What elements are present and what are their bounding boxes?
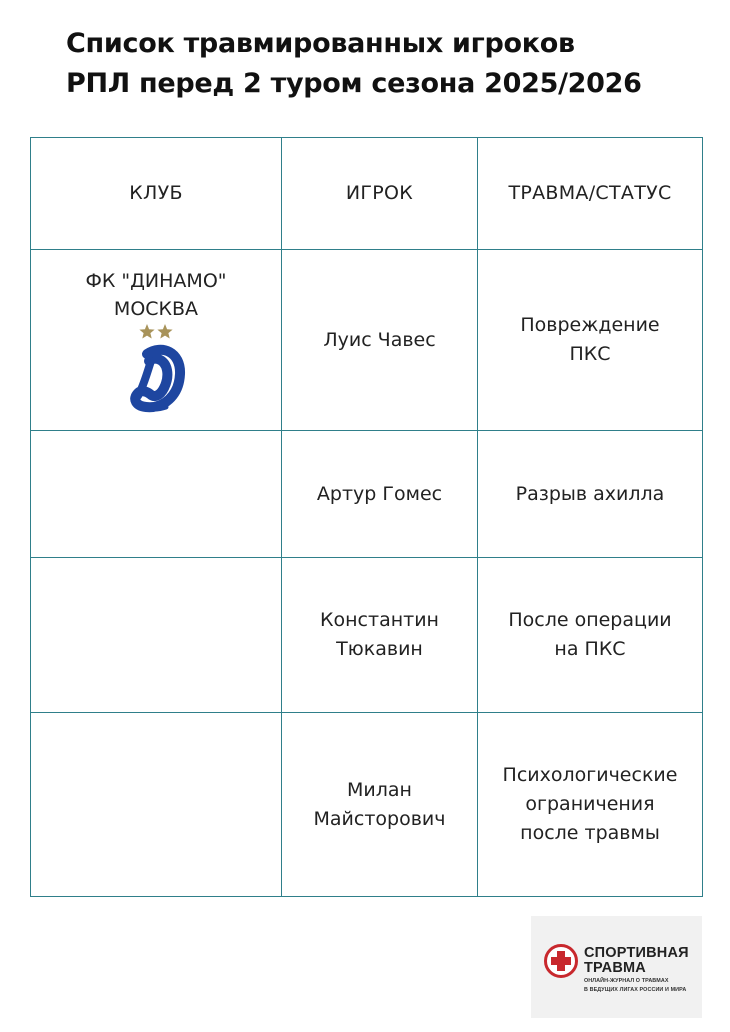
table-row: [31, 431, 703, 558]
club-cell: [31, 558, 282, 713]
player-name: Тюкавин: [336, 638, 423, 660]
player-cell: [282, 713, 478, 897]
status-line: ПКС: [569, 343, 611, 365]
status-line: После операции: [508, 609, 672, 631]
club-name-line-1: ФК "ДИНАМО": [85, 270, 227, 292]
status-cell: [478, 250, 703, 431]
dynamo-logo-icon: [124, 341, 188, 413]
header-player: ИГРОК: [282, 138, 478, 250]
brand-logo: [531, 916, 702, 1018]
table-header-row: [31, 138, 703, 250]
brand-tagline-line-2: В ВЕДУЩИХ ЛИГАХ РОССИИ И МИРА: [584, 987, 687, 993]
header-club: КЛУБ: [31, 138, 282, 250]
status-cell: [478, 713, 703, 897]
club-cell: [31, 713, 282, 897]
injuries-table: [30, 137, 703, 897]
status-line: Повреждение: [520, 314, 660, 336]
player-name: Константин: [320, 609, 439, 631]
player-name: Артур Гомес: [316, 482, 443, 505]
status-line: после травмы: [520, 822, 660, 844]
table-row: [31, 250, 703, 431]
title-line-2: РПЛ перед 2 туром сезона 2025/2026: [66, 68, 642, 99]
stars-icon: [136, 323, 176, 339]
brand-text: [584, 946, 699, 994]
medical-cross-icon: [543, 943, 579, 979]
page-title: [66, 24, 706, 104]
player-cell: [282, 250, 478, 431]
player-cell: [282, 558, 478, 713]
status-cell: [478, 431, 703, 558]
brand-name-line-2: ТРАВМА: [584, 960, 646, 976]
status-line: ограничения: [525, 793, 655, 815]
status-line: Психологические: [502, 764, 678, 786]
player-name: Милан: [347, 778, 412, 801]
status-line: Разрыв ахилла: [515, 482, 665, 505]
club-name-line-2: МОСКВА: [113, 298, 199, 320]
table-row: [31, 558, 703, 713]
table-row: [31, 713, 703, 897]
player-name: Луис Чавес: [323, 328, 436, 351]
brand-name-line-1: СПОРТИВНАЯ: [584, 945, 689, 961]
club-cell: [31, 250, 282, 431]
header-status: ТРАВМА/СТАТУС: [478, 138, 703, 250]
brand-tagline-line-1: ОНЛАЙН-ЖУРНАЛ О ТРАВМАХ: [584, 978, 669, 984]
status-cell: [478, 558, 703, 713]
status-line: на ПКС: [554, 638, 626, 660]
title-line-1: Список травмированных игроков: [66, 28, 575, 59]
club-cell: [31, 431, 282, 558]
player-name: Майсторович: [313, 807, 446, 830]
player-cell: [282, 431, 478, 558]
